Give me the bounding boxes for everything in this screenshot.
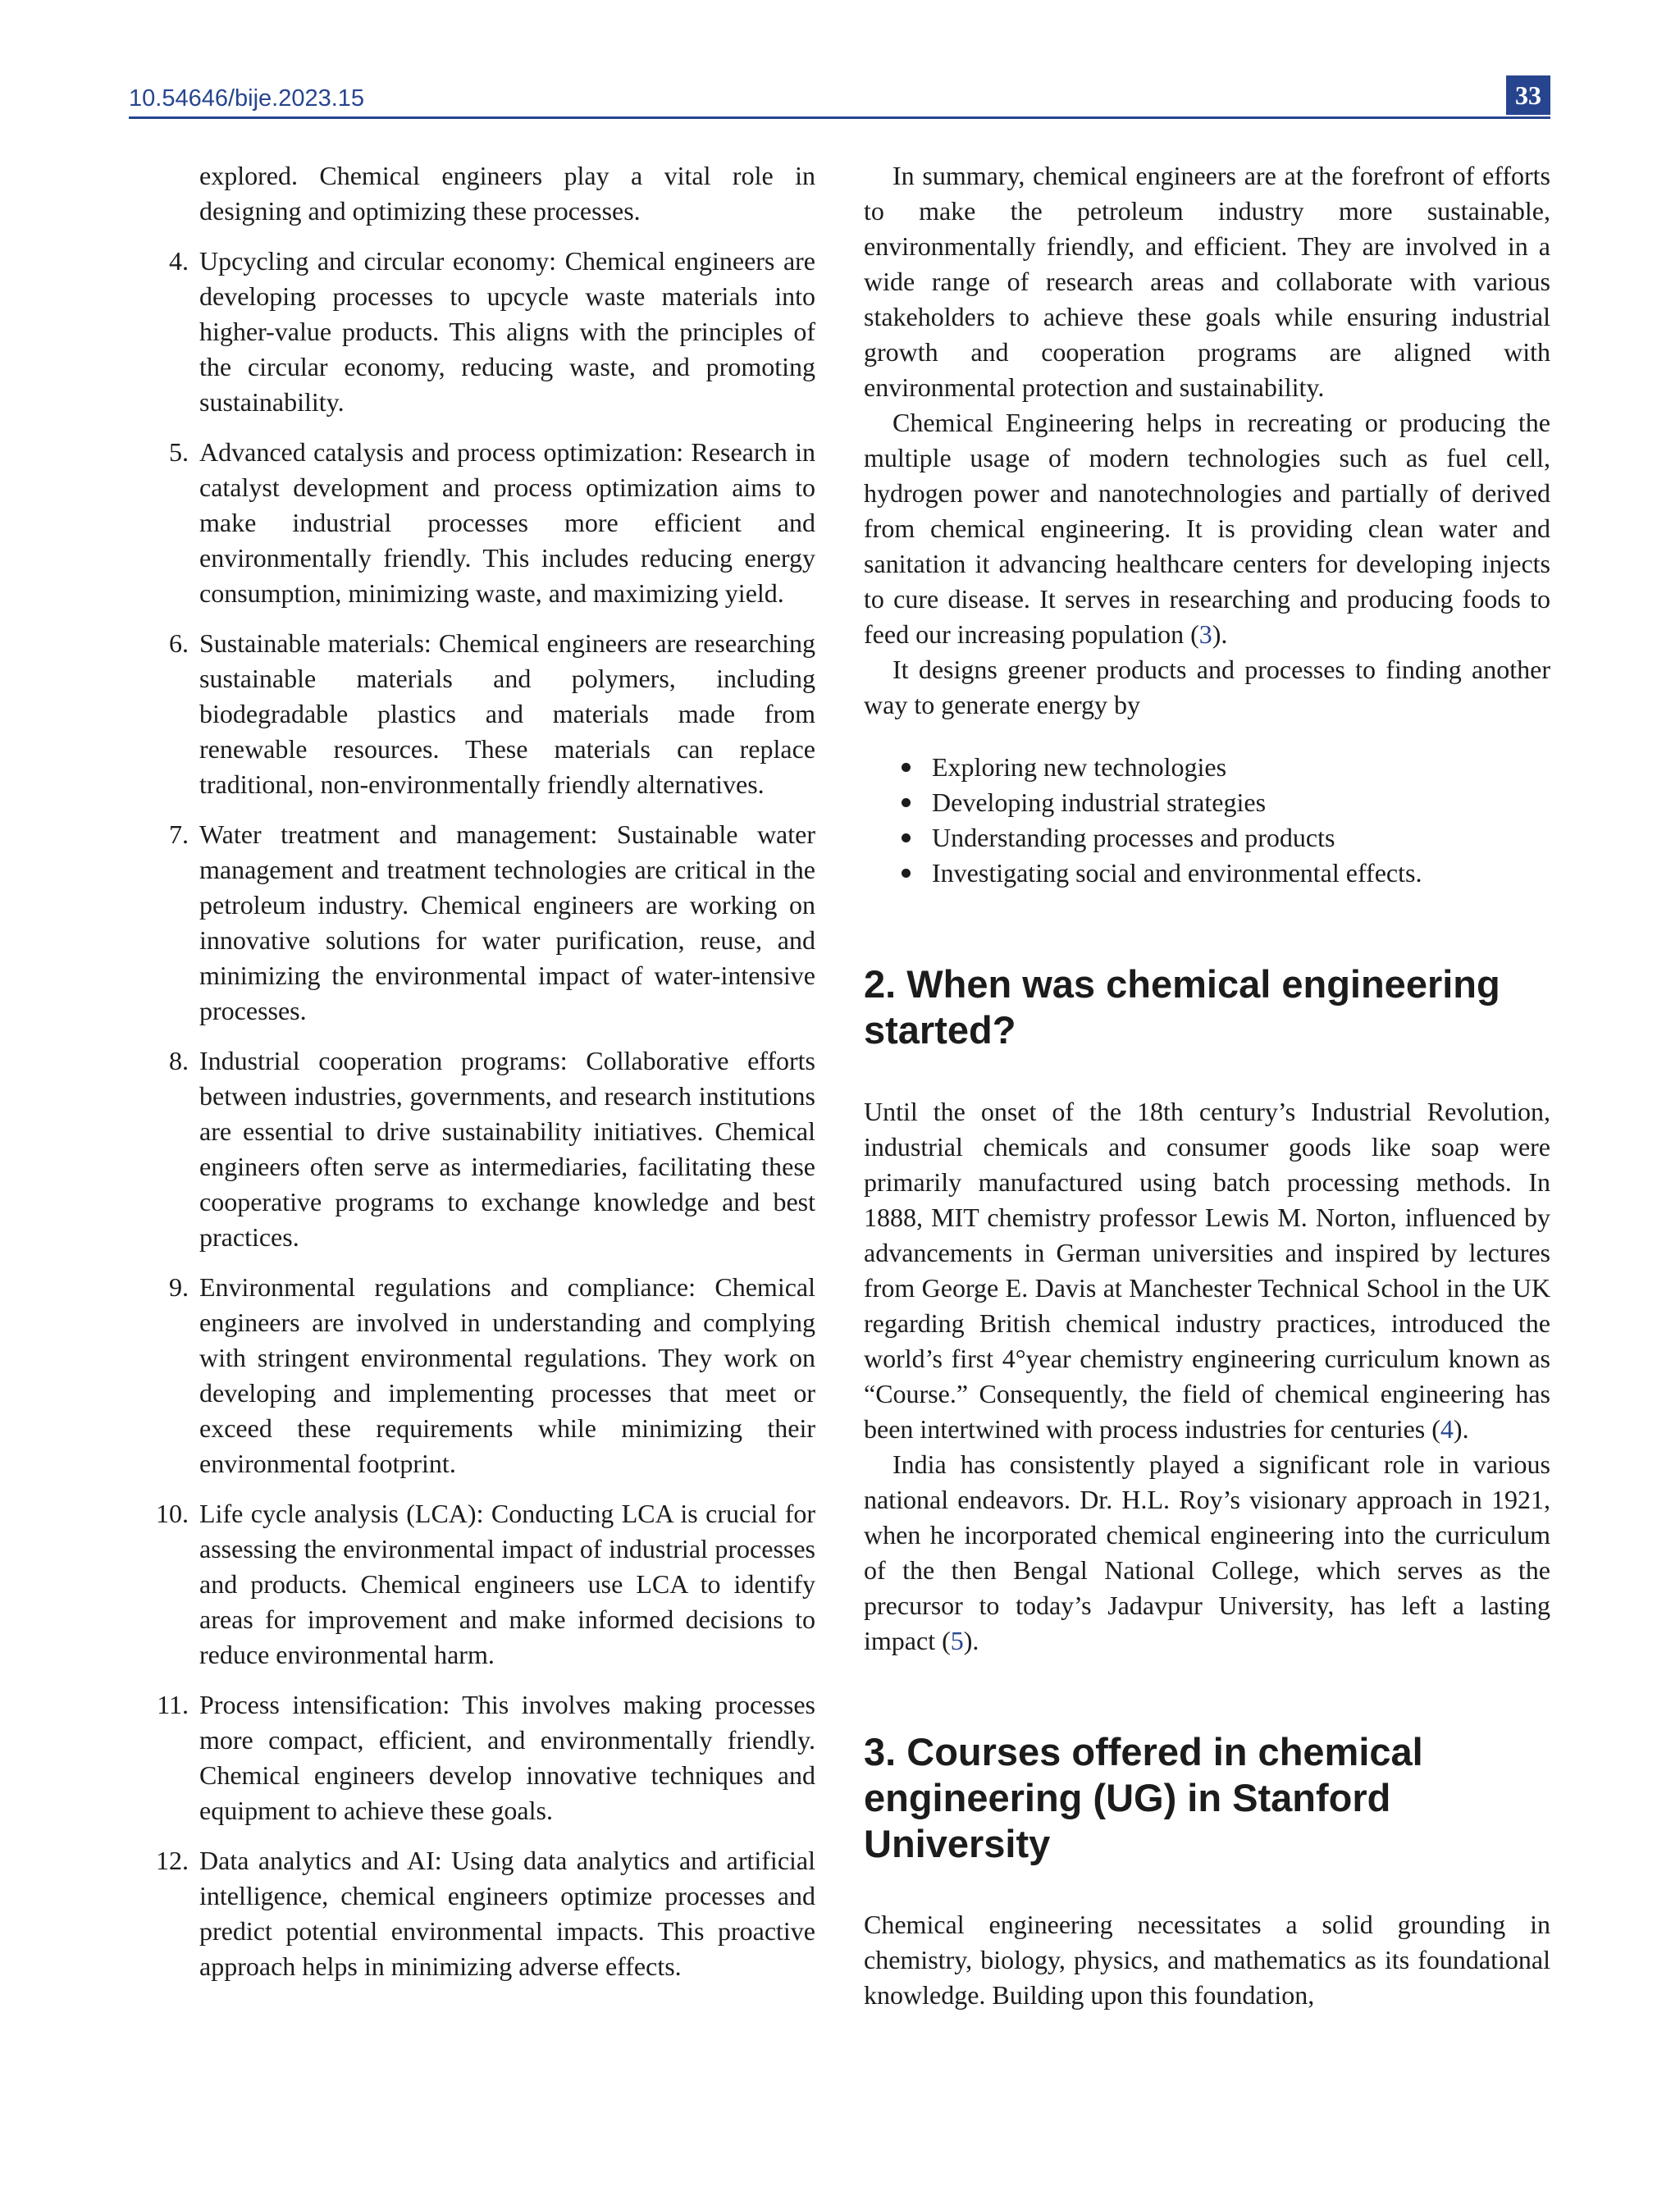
chemical-engineering-paragraph (864, 405, 1550, 652)
list-item-number: 7. (169, 819, 189, 849)
greener-products-paragraph: It designs greener products and processes to finding another way to generate energy by (864, 655, 1550, 719)
list-item-number: 5. (169, 437, 189, 467)
courses-paragraph: Chemical engineering necessitates a solid grounding in chemistry, biology, physics, and mathematics as its foundational knowledge. Building upon this foundation, (864, 1910, 1550, 2010)
bullet-item: Understanding processes and products (864, 820, 1550, 856)
bullet-item: Developing industrial strategies (864, 785, 1550, 820)
list-continuation: explored. Chemical engineers play a vital role in designing and optimizing these processes. (199, 161, 815, 226)
list-item-text: Process intensification: This involves making processes more compact, efficient, and environmentally friendly. Chemical engineers develop innovative techniques and equipment to achieve these goals. (199, 1690, 815, 1825)
list-item (129, 244, 815, 420)
india-paragraph (864, 1447, 1550, 1659)
list-item-text: Data analytics and AI: Using data analytics and artificial intelligence, chemical engineers optimize processes and predict potential environmental impacts. This proactive approach helps in minimizing adverse effects. (199, 1846, 815, 1981)
list-item (129, 435, 815, 611)
list-item-text: Sustainable materials: Chemical engineers are researching sustainable materials and polymers, including biodegradable plastics and materials made from renewable resources. These materials can replace traditional, non-environmentally friendly alternatives. (199, 628, 815, 799)
paragraph-text: ). (1453, 1414, 1469, 1444)
list-item-number: 8. (169, 1046, 189, 1075)
bullet-item: Investigating social and environmental effects. (864, 856, 1550, 891)
list-item-text: Water treatment and management: Sustainable water management and treatment technologies are critical in the petroleum industry. Chemical engineers are working on innovative solutions for water purification, reuse, and minimizing the environmental impact of water-intensive processes. (199, 819, 815, 1025)
list-item (129, 1687, 815, 1828)
bullet-list (864, 750, 1550, 891)
list-item-number: 11. (157, 1690, 189, 1719)
paragraph-text: Until the onset of the 18th century’s Industrial Revolution, industrial chemicals and consumer goods like soap were primarily manufactured using batch processing methods. In 1888, MIT chemistry professor Lewis M. Norton, influenced by advancements in German universities and inspired by lectures from George E. Davis at Manchester Technical School in the UK regarding British chemical industry practices, introduced the world’s first 4°year chemistry engineering curriculum known as “Course.” Consequently, the field of chemical engineering has been intertwined with process industries for centuries ( (864, 1097, 1550, 1444)
doi-link[interactable]: 10.54646/bije.2023.15 (129, 85, 365, 112)
list-item (129, 1496, 815, 1673)
citation-link[interactable]: 3 (1198, 619, 1212, 649)
list-item-number: 4. (169, 246, 189, 276)
list-item (129, 626, 815, 802)
list-item-number: 10. (156, 1499, 189, 1528)
paragraph-text: Chemical Engineering helps in recreating or producing the multiple usage of modern technologies such as fuel cell, hydrogen power and nanotechnologies and partially of derived from chemical engineering. It is providing clean water and sanitation it advancing healthcare centers for developing injects to cure disease. It serves in researching and producing foods to feed our increasing population ( (864, 408, 1550, 649)
list-item (129, 1270, 815, 1481)
list-item-number: 6. (169, 628, 189, 658)
bullet-item: Exploring new technologies (864, 750, 1550, 785)
numbered-list (129, 244, 815, 1984)
right-column (864, 158, 1550, 2013)
list-item-text: Advanced catalysis and process optimization: Research in catalyst development and process optimization aims to make industrial processes more efficient and environmentally friendly. This includes reducing energy consumption, minimizing waste, and maximizing yield. (199, 437, 815, 608)
list-item-text: Upcycling and circular economy: Chemical engineers are developing processes to upcycle waste materials into higher-value products. This aligns with the principles of the circular economy, reducing waste, and promoting sustainability. (199, 246, 815, 417)
paragraph-text: ). (963, 1626, 979, 1655)
section-heading: 3. Courses offered in chemical engineering (UG) in Stanford University (864, 1730, 1423, 1865)
page-number: 33 (1506, 75, 1550, 115)
list-item (129, 1043, 815, 1255)
list-item-number: 12. (156, 1846, 189, 1875)
citation-link[interactable]: 5 (950, 1626, 964, 1655)
left-column (129, 158, 815, 1999)
list-item (129, 1843, 815, 1984)
paragraph-text: ). (1212, 619, 1228, 649)
list-item-text: Industrial cooperation programs: Collaborative efforts between industries, governments, and research institutions are essential to drive sustainability initiatives. Chemical engineers often serve as intermediaries, facilitating these cooperative programs to exchange knowledge and best practices. (199, 1046, 815, 1252)
page-header (129, 75, 1550, 119)
section-heading: 2. When was chemical engineering started? (864, 962, 1500, 1052)
citation-link[interactable]: 4 (1440, 1414, 1454, 1444)
summary-paragraph: In summary, chemical engineers are at the forefront of efforts to make the petroleum industry more sustainable, environmentally friendly, and efficient. They are involved in a wide range of research areas and collaborate with various stakeholders to achieve these goals while ensuring industrial growth and cooperation programs are aligned with environmental protection and sustainability. (864, 161, 1550, 402)
list-item-number: 9. (169, 1272, 189, 1302)
paragraph-text: India has consistently played a significant role in various national endeavors. Dr. H.L. Roy’s visionary approach in 1921, when he incorporated chemical engineering into the curriculum of the then Bengal National College, which serves as the precursor to today’s Jadavpur University, has left a lasting impact ( (864, 1449, 1550, 1655)
list-item-text: Life cycle analysis (LCA): Conducting LCA is crucial for assessing the environmental impact of industrial processes and products. Chemical engineers use LCA to identify areas for improvement and make informed decisions to reduce environmental harm. (199, 1499, 815, 1669)
list-item-text: Environmental regulations and compliance: Chemical engineers are involved in understanding and complying with stringent environmental regulations. They work on developing and implementing processes that meet or exceed these requirements while minimizing their environmental footprint. (199, 1272, 815, 1478)
list-item (129, 817, 815, 1029)
history-paragraph (864, 1094, 1550, 1447)
